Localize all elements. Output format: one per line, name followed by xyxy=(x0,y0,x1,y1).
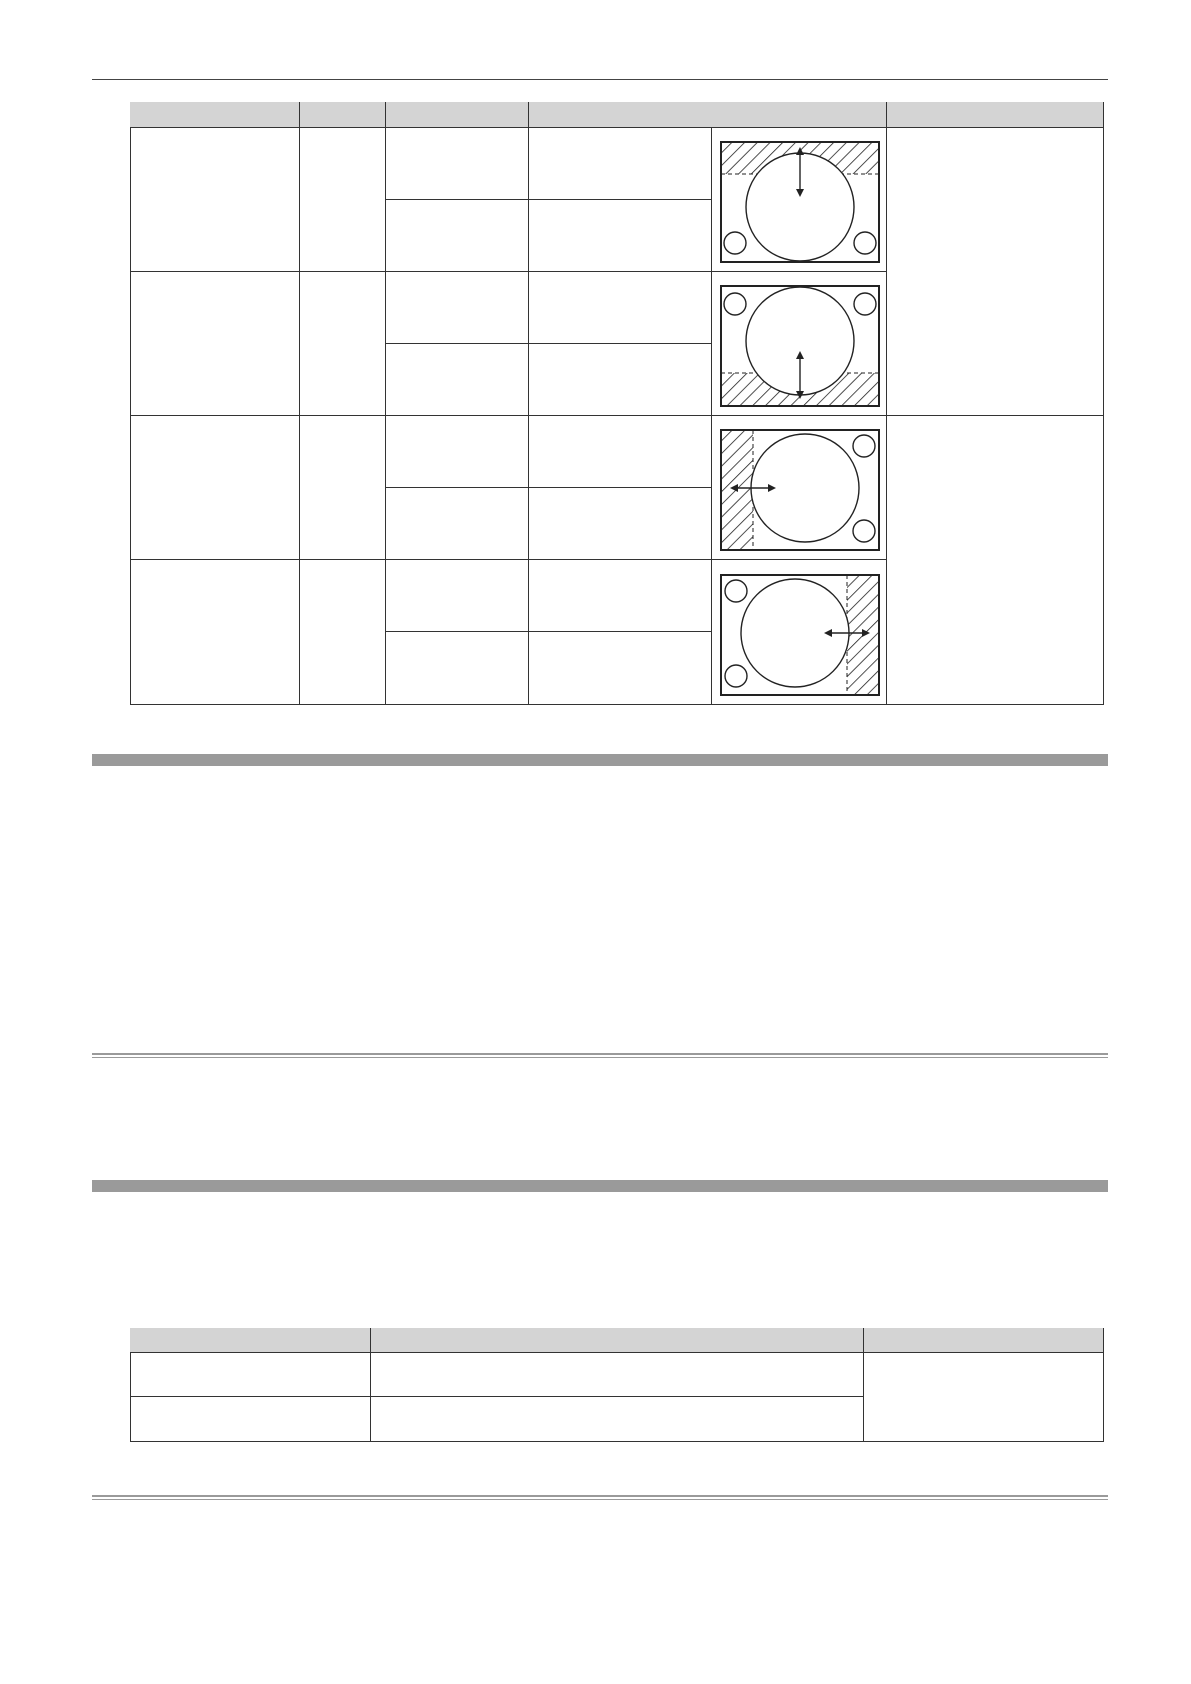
table-cell xyxy=(529,488,712,560)
section-heading-bar xyxy=(92,1180,1108,1192)
table-cell xyxy=(386,416,529,488)
table-cell xyxy=(887,416,1104,705)
table-cell xyxy=(386,344,529,416)
table-cell xyxy=(130,416,300,560)
table-header-cell xyxy=(130,102,300,128)
table-cell xyxy=(529,272,712,344)
table-cell xyxy=(371,1353,864,1397)
table-header-cell xyxy=(887,102,1104,128)
table-cell xyxy=(529,128,712,200)
table-cell xyxy=(130,272,300,416)
note-divider xyxy=(92,1053,1108,1058)
page-header-rule xyxy=(92,79,1108,80)
table-cell xyxy=(529,560,712,632)
hatch-right-arrow-horizontal-icon xyxy=(720,574,880,696)
table-cell xyxy=(371,1397,864,1442)
table-cell xyxy=(300,272,386,416)
table-cell xyxy=(130,128,300,272)
table-header-cell xyxy=(300,102,386,128)
table-cell xyxy=(300,416,386,560)
table-cell xyxy=(529,200,712,272)
table-cell xyxy=(300,560,386,705)
table-header-cell xyxy=(371,1328,864,1353)
table-cell xyxy=(887,128,1104,416)
note-divider xyxy=(92,1495,1108,1500)
table-cell xyxy=(386,272,529,344)
table-header-cell xyxy=(386,102,529,128)
table-cell xyxy=(529,416,712,488)
hatch-bottom-arrow-vertical-icon xyxy=(720,285,880,407)
table-cell xyxy=(529,632,712,705)
table-cell xyxy=(386,128,529,200)
table-cell xyxy=(529,344,712,416)
table-cell xyxy=(386,632,529,705)
hatch-left-arrow-horizontal-icon xyxy=(720,429,880,551)
table-cell xyxy=(386,488,529,560)
table-header-cell xyxy=(529,102,887,128)
table-cell xyxy=(130,560,300,705)
table-cell xyxy=(386,200,529,272)
table-cell xyxy=(300,128,386,272)
section-heading-bar xyxy=(92,754,1108,766)
table-cell xyxy=(130,1353,371,1397)
table-header-cell xyxy=(130,1328,371,1353)
hatch-top-arrow-vertical-icon xyxy=(720,141,880,263)
table-cell xyxy=(386,560,529,632)
table-cell xyxy=(130,1397,371,1442)
table-header-cell xyxy=(864,1328,1104,1353)
table-cell xyxy=(864,1353,1104,1442)
